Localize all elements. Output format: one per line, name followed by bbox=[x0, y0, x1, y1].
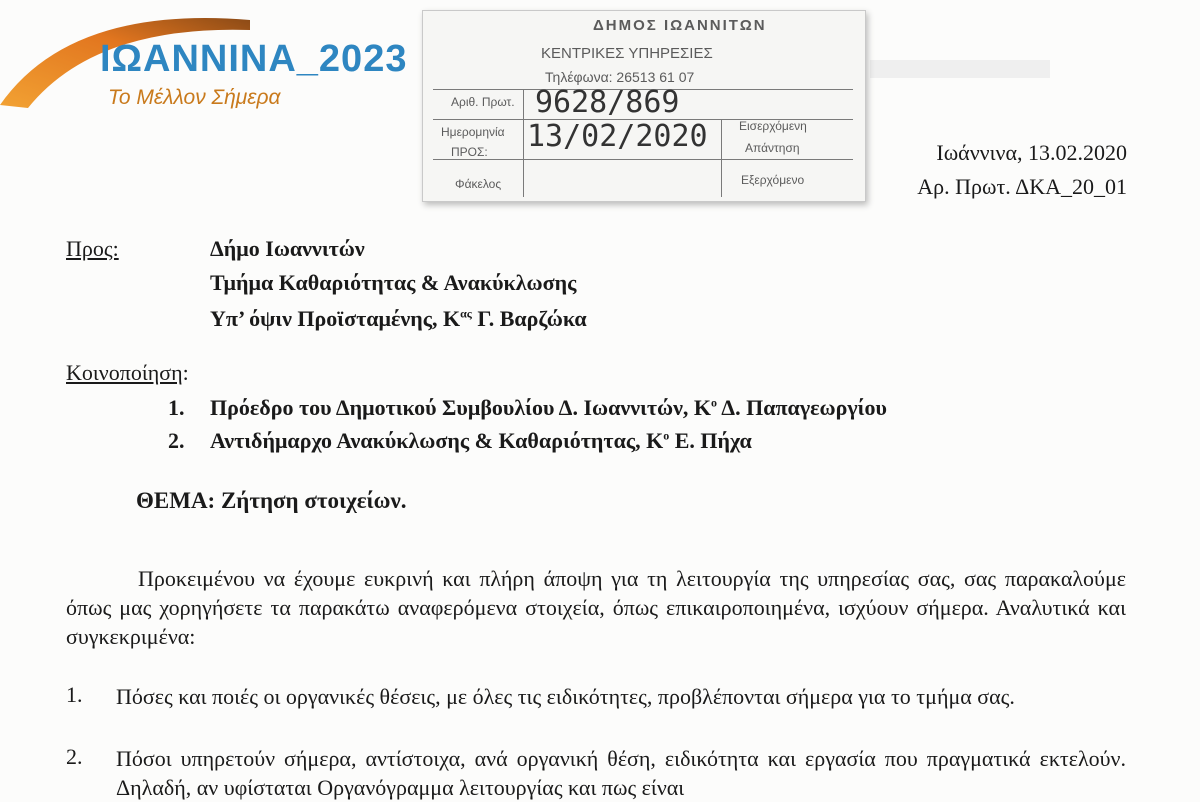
body-intro-paragraph bbox=[66, 564, 1126, 651]
stamp-protocol-label: Αριθ. Πρωτ. bbox=[451, 95, 515, 109]
stamp-outgoing-label: Εξερχόμενο bbox=[741, 173, 805, 187]
logo-subtitle: Το Μέλλον Σήμερα bbox=[108, 86, 281, 109]
protocol-number: Αρ. Πρωτ. ΔΚΑ_20_01 bbox=[917, 174, 1127, 199]
cc-colon: : bbox=[182, 360, 189, 385]
cc-item-number: 2. bbox=[168, 428, 185, 453]
to-line-2: Τμήμα Καθαριότητας & Ανακύκλωσης bbox=[210, 270, 577, 295]
stamp-phone: Τηλέφωνα: 26513 61 07 bbox=[545, 69, 695, 85]
bleed-through-ghost bbox=[870, 50, 1070, 99]
to-line-3-sup: ας bbox=[460, 306, 472, 321]
body-intro-text: Προκειμένου να έχουμε ευκρινή και πλήρη άποψη για τη λειτουργία της υπηρεσίας σας, σας παρακαλούμε όπως μας χορηγήσετε τα παρακάτω αναφερόμενα στοιχεία, όπως επικαιροποιημένα, ισχύουν σήμερα. Αναλυτικά και συγκεκριμένα: bbox=[66, 566, 1126, 649]
subject-line: ΘΕΜΑ: Ζήτηση στοιχείων. bbox=[136, 488, 407, 513]
stamp-divider bbox=[523, 89, 524, 197]
to-line-3 bbox=[210, 306, 587, 332]
cc-heading bbox=[66, 360, 189, 386]
to-label: Προς: bbox=[66, 236, 119, 261]
cc-item-prefix: Αντιδήμαρχο Ανακύκλωσης & Καθαριότητας, Κ bbox=[210, 428, 664, 453]
cc-item-suffix: Δ. Παπαγεωργίου bbox=[717, 395, 887, 420]
stamp-header: ΔΗΜΟΣ ΙΩΑΝΝΙΤΩΝ bbox=[593, 17, 767, 34]
cc-item-suffix: Ε. Πήχα bbox=[669, 428, 752, 453]
place-date: Ιωάννινα, 13.02.2020 bbox=[936, 140, 1127, 165]
cc-item-number: 1. bbox=[168, 395, 185, 420]
body-item-text: Πόσες και ποιές οι οργανικές θέσεις, με όλες τις ειδικότητες, προβλέπονται σήμερα για το τμήμα σας. bbox=[116, 684, 1015, 709]
cc-item bbox=[168, 395, 887, 421]
stamp-folder-label: Φάκελος bbox=[455, 177, 502, 191]
cc-item-sup: ο bbox=[711, 395, 718, 410]
logo-title: ΙΩΑΝΝΙΝΑ_2023 bbox=[100, 38, 408, 80]
to-line-3-suffix: Γ. Βαρζώκα bbox=[471, 306, 587, 331]
body-item-text: Πόσοι υπηρετούν σήμερα, αντίστοιχα, ανά οργανική θέση, ειδικότητα και εργασία που πραγματικά εκτελούν. Δηλαδή, αν υφίσταται Οργανόγραμμα λειτουργίας και πως είναι bbox=[116, 746, 1126, 800]
body-item-number: 1. bbox=[66, 682, 83, 707]
stamp-incoming-label: Εισερχόμενη bbox=[739, 119, 807, 133]
body-item-number: 2. bbox=[66, 744, 83, 769]
stamp-divider bbox=[433, 159, 853, 160]
to-line-3-prefix: Υπ’ όψιν Προϊσταμένης, Κ bbox=[210, 306, 461, 331]
stamp-department: ΚΕΝΤΡΙΚΕΣ ΥΠΗΡΕΣΙΕΣ bbox=[541, 45, 713, 62]
cc-item bbox=[168, 428, 752, 454]
registration-stamp bbox=[422, 10, 866, 202]
stamp-to-label: ΠΡΟΣ: bbox=[451, 145, 488, 159]
cc-item-sup: ο bbox=[663, 428, 670, 443]
cc-label: Κοινοποίηση bbox=[66, 360, 183, 385]
to-line-1: Δήμο Ιωαννιτών bbox=[210, 236, 365, 261]
stamp-reply-label: Απάντηση bbox=[745, 141, 800, 155]
stamp-protocol-handwritten: 9628/869 bbox=[535, 85, 680, 120]
stamp-divider bbox=[721, 119, 722, 197]
stamp-date-label: Ημερομηνία bbox=[441, 125, 505, 139]
stamp-date-handwritten: 13/02/2020 bbox=[527, 119, 708, 154]
cc-item-prefix: Πρόεδρο του Δημοτικού Συμβουλίου Δ. Ιωαννιτών, Κ bbox=[210, 395, 712, 420]
